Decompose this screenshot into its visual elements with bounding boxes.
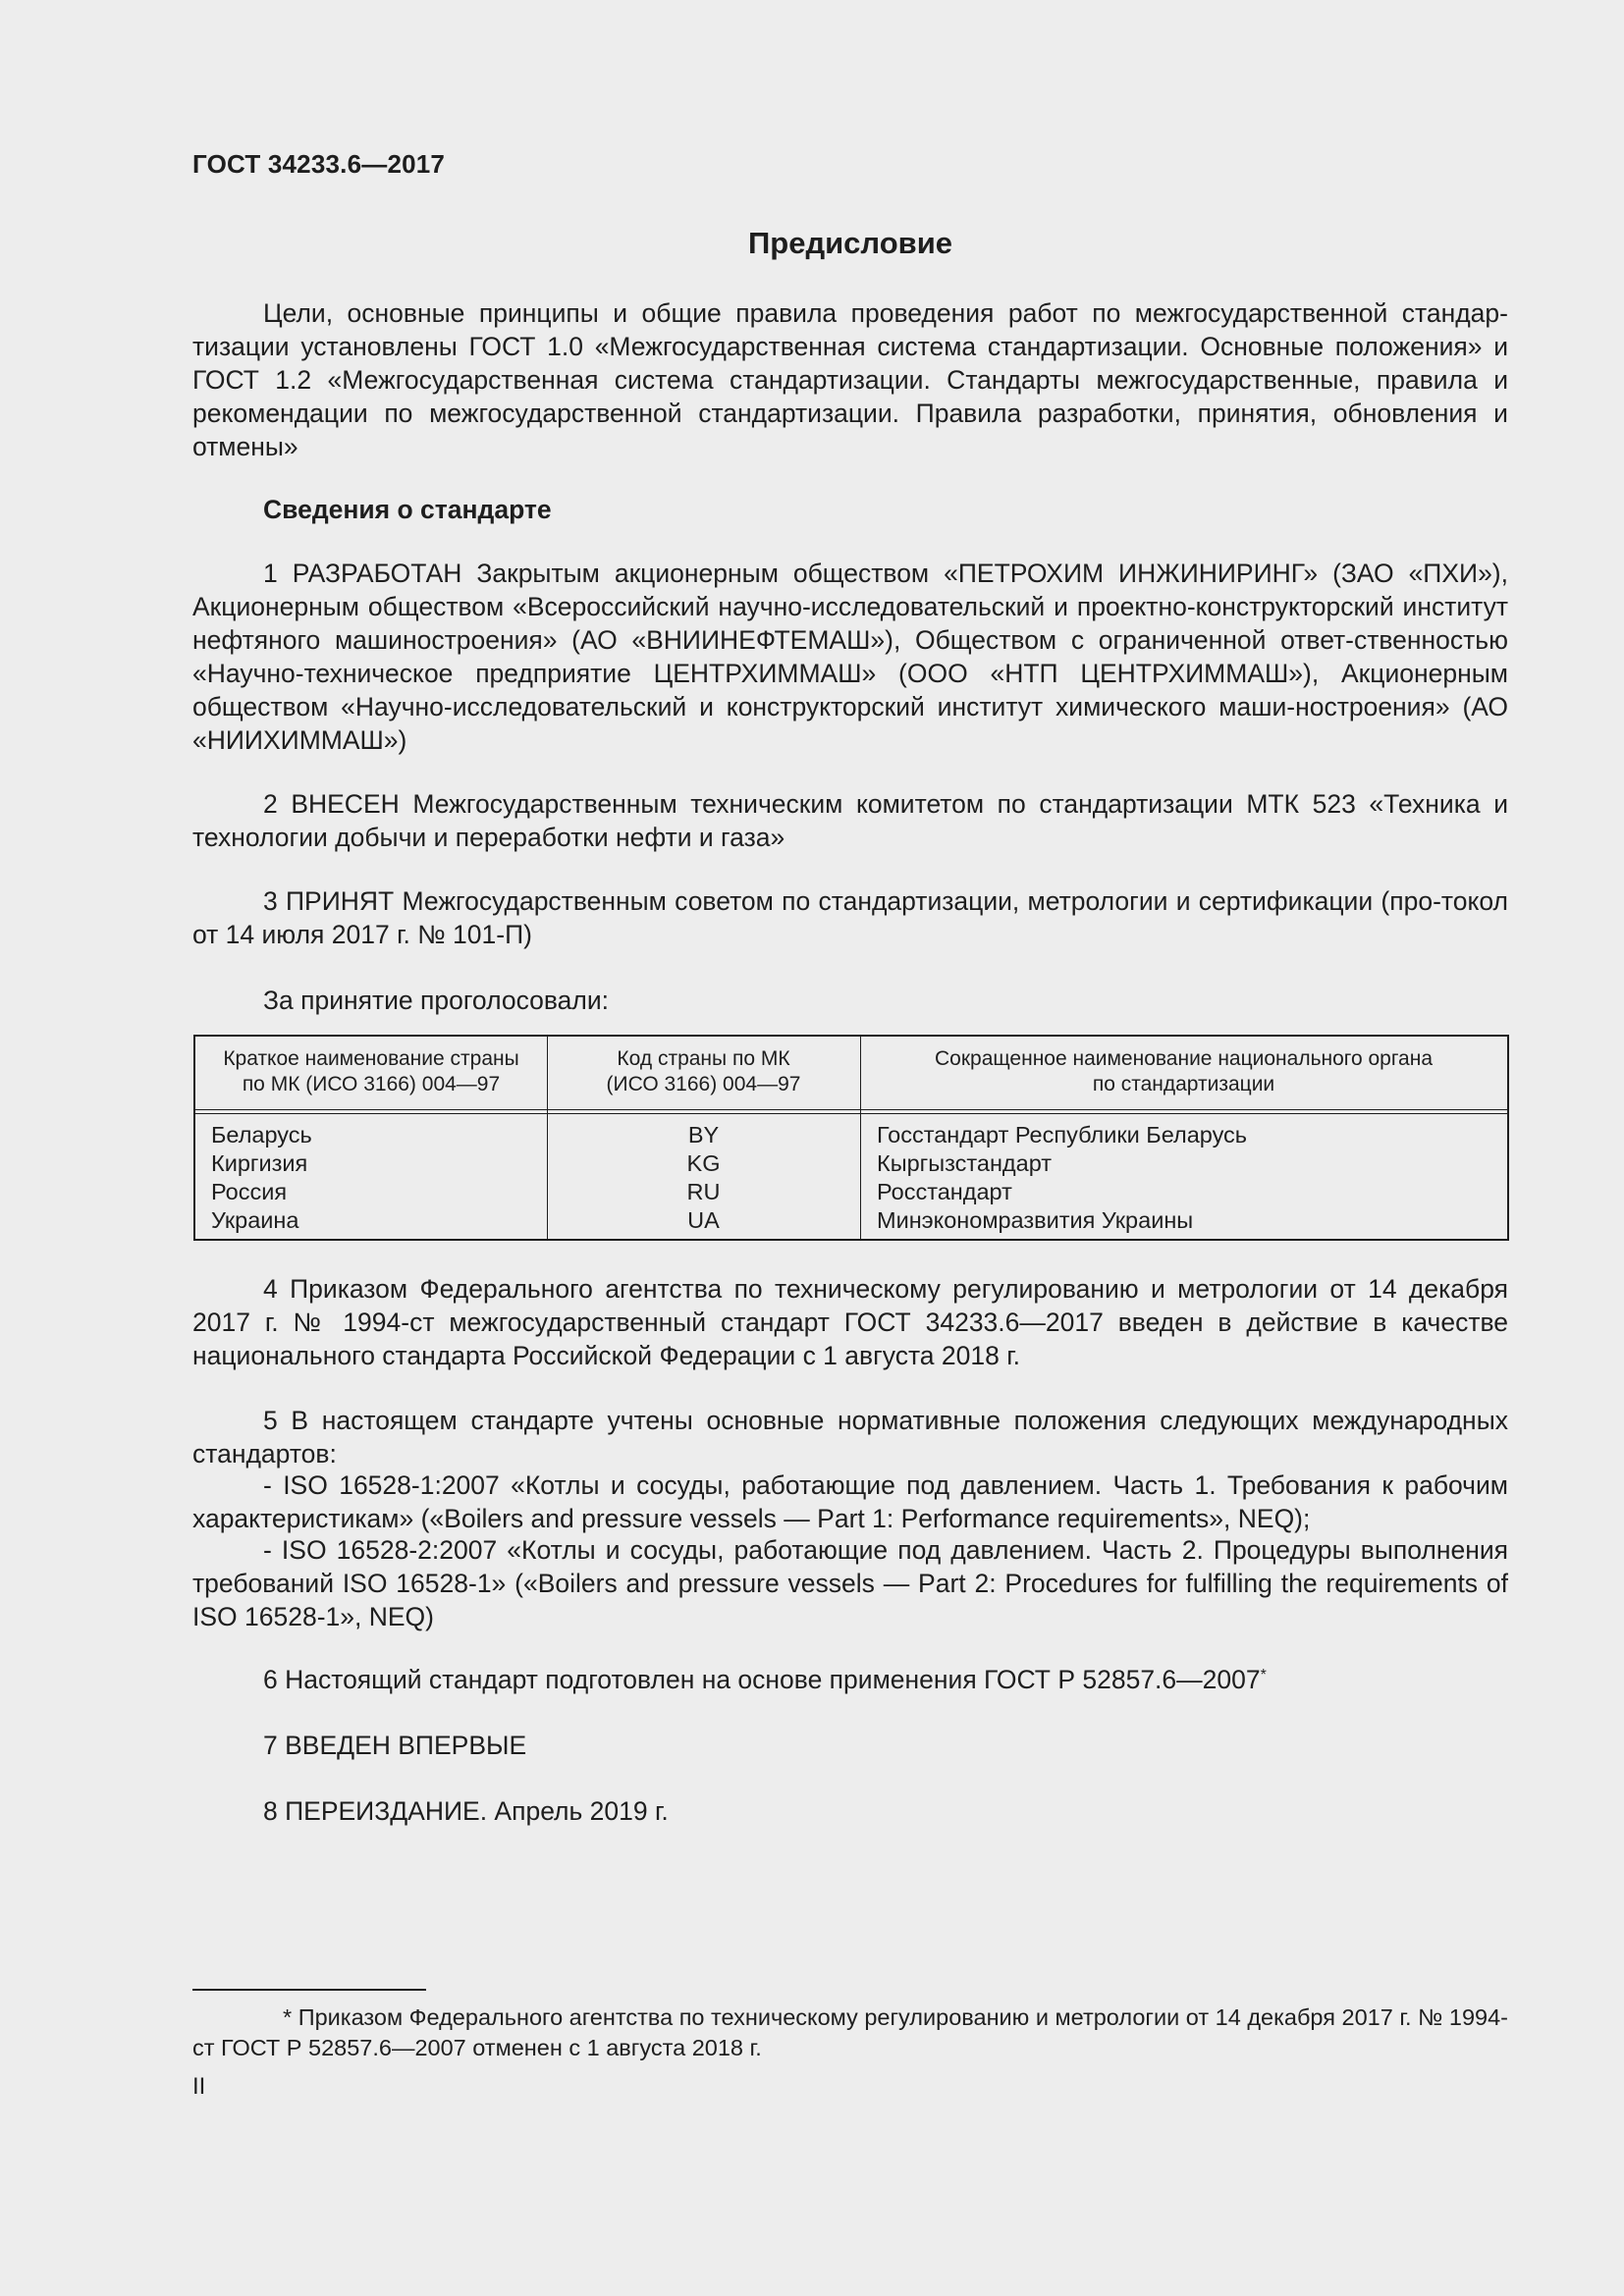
header-country-line2: по МК (ИСО 3166) 004—97 xyxy=(242,1073,501,1095)
page-number: II xyxy=(192,2073,206,2100)
item-2-introduced: 2 ВНЕСЕН Межгосударственным техническим комитетом по стандартизации МТК 523 «Техника и технологии добычи и переработки нефти и газа» xyxy=(192,789,1508,852)
document-header: ГОСТ 34233.6—2017 xyxy=(192,149,446,179)
table-header-code xyxy=(547,1046,860,1097)
header-body-line2: по стандартизации xyxy=(1092,1073,1275,1095)
table-cell-body: Кыргызстандарт xyxy=(877,1150,1053,1176)
page-title: Предисловие xyxy=(747,226,952,260)
table-cell-country: Россия xyxy=(211,1179,288,1204)
header-country-line1: Краткое наименование страны xyxy=(223,1047,519,1070)
item-8-reissue: 8 ПЕРЕИЗДАНИЕ. Апрель 2019 г. xyxy=(263,1796,669,1826)
vote-intro: За принятие проголосовали: xyxy=(263,986,610,1015)
footnote-marker[interactable]: * xyxy=(1260,1667,1267,1683)
item-5-standards: 5 В настоящем стандарте учтены основные нормативные положения следующих международных стандартов: xyxy=(192,1406,1508,1468)
item-6-basis xyxy=(192,1663,1508,1696)
item-5-iso-16528-1: - ISO 16528-1:2007 «Котлы и сосуды, работающие под давлением. Часть 1. Требования к рабочим характеристикам» («Boilers and pressure vessels — Part 1: Performance requirements», NEQ); xyxy=(192,1470,1508,1533)
voting-table xyxy=(193,1035,1509,1241)
table-column-codes xyxy=(547,1121,860,1235)
table-column-bodies xyxy=(877,1121,1495,1235)
item-1-developed: 1 РАЗРАБОТАН Закрытым акционерным обществом «ПЕТРОХИМ ИНЖИНИРИНГ» (ЗАО «ПХИ»), Акционерным обществом «Всероссийский научно-исследовательский и проектно-конструкторский институт нефтяного машиностроения» (АО «ВНИИНЕФТЕМАШ»), Обществом с ограниченной ответ-ственностью «Научно-техническое предприятие ЦЕНТРХИММАШ» (ООО «НТП ЦЕНТРХИММАШ»), Акционерным обществом «Научно-исследовательский и конструкторский институт химического маши-ностроения» (АО «НИИХИММАШ») xyxy=(192,559,1508,755)
footnote-text: * Приказом Федерального агентства по техническому регулированию и метрологии от 14 декабря 2017 г. № 1994-ст ГОСТ Р 52857.6—2007 отменен с 1 августа 2018 г. xyxy=(192,2004,1508,2060)
table-header-double-line xyxy=(195,1113,1507,1114)
item-3-adopted: 3 ПРИНЯТ Межгосударственным советом по стандартизации, метрологии и сертификации (про-токол от 14 июля 2017 г. № 101-П) xyxy=(192,886,1508,949)
table-cell-country: Украина xyxy=(211,1207,299,1233)
header-code-line2: (ИСО 3166) 004—97 xyxy=(606,1073,801,1095)
item-6-text: 6 Настоящий стандарт подготовлен на основе применения ГОСТ Р 52857.6—2007 xyxy=(263,1665,1261,1694)
table-header-body xyxy=(860,1046,1507,1097)
table-cell-code: BY xyxy=(687,1122,720,1148)
footnote-divider xyxy=(192,1989,426,1991)
table-cell-code: RU xyxy=(686,1179,721,1204)
table-cell-body: Госстандарт Республики Беларусь xyxy=(877,1122,1248,1148)
table-cell-country: Беларусь xyxy=(211,1122,312,1148)
table-cell-body: Минэкономразвития Украины xyxy=(877,1207,1194,1233)
table-cell-code: UA xyxy=(687,1207,720,1233)
intro-paragraph: Цели, основные принципы и общие правила проведения работ по межгосударственной стандар-тизации установлены ГОСТ 1.0 «Межгосударственная система стандартизации. Основные положения» и ГОСТ 1.2 «Межгосударственная система стандартизации. Стандарты межгосударственные, правила и рекомендации по межгосударственной стандартизации. Правила разработки, принятия, обновления и отмены» xyxy=(192,298,1508,461)
table-cell-body: Росстандарт xyxy=(877,1179,1012,1204)
section-heading: Сведения о стандарте xyxy=(263,495,552,524)
item-4-order: 4 Приказом Федерального агентства по техническому регулированию и метрологии от 14 декабря 2017 г. № 1994-ст межгосударственный стандарт ГОСТ 34233.6—2017 введен в действие в качестве национального стандарта Российской Федерации с 1 августа 2018 г. xyxy=(192,1274,1508,1370)
header-code-line1: Код страны по МК xyxy=(617,1047,790,1070)
item-7-first-introduced: 7 ВВЕДЕН ВПЕРВЫЕ xyxy=(263,1731,527,1760)
table-cell-country: Киргизия xyxy=(211,1150,308,1176)
table-cell-code: KG xyxy=(686,1150,721,1176)
header-body-line1: Сокращенное наименование национального органа xyxy=(934,1047,1434,1070)
item-5-iso-16528-2: - ISO 16528-2:2007 «Котлы и сосуды, работающие под давлением. Часть 2. Процедуры выполнения требований ISO 16528-1» («Boilers and pressure vessels — Part 2: Procedures for fulfilling the requirements of ISO 16528-1», NEQ) xyxy=(192,1535,1508,1631)
table-header-country xyxy=(195,1046,547,1097)
table-column-countries xyxy=(211,1121,535,1235)
